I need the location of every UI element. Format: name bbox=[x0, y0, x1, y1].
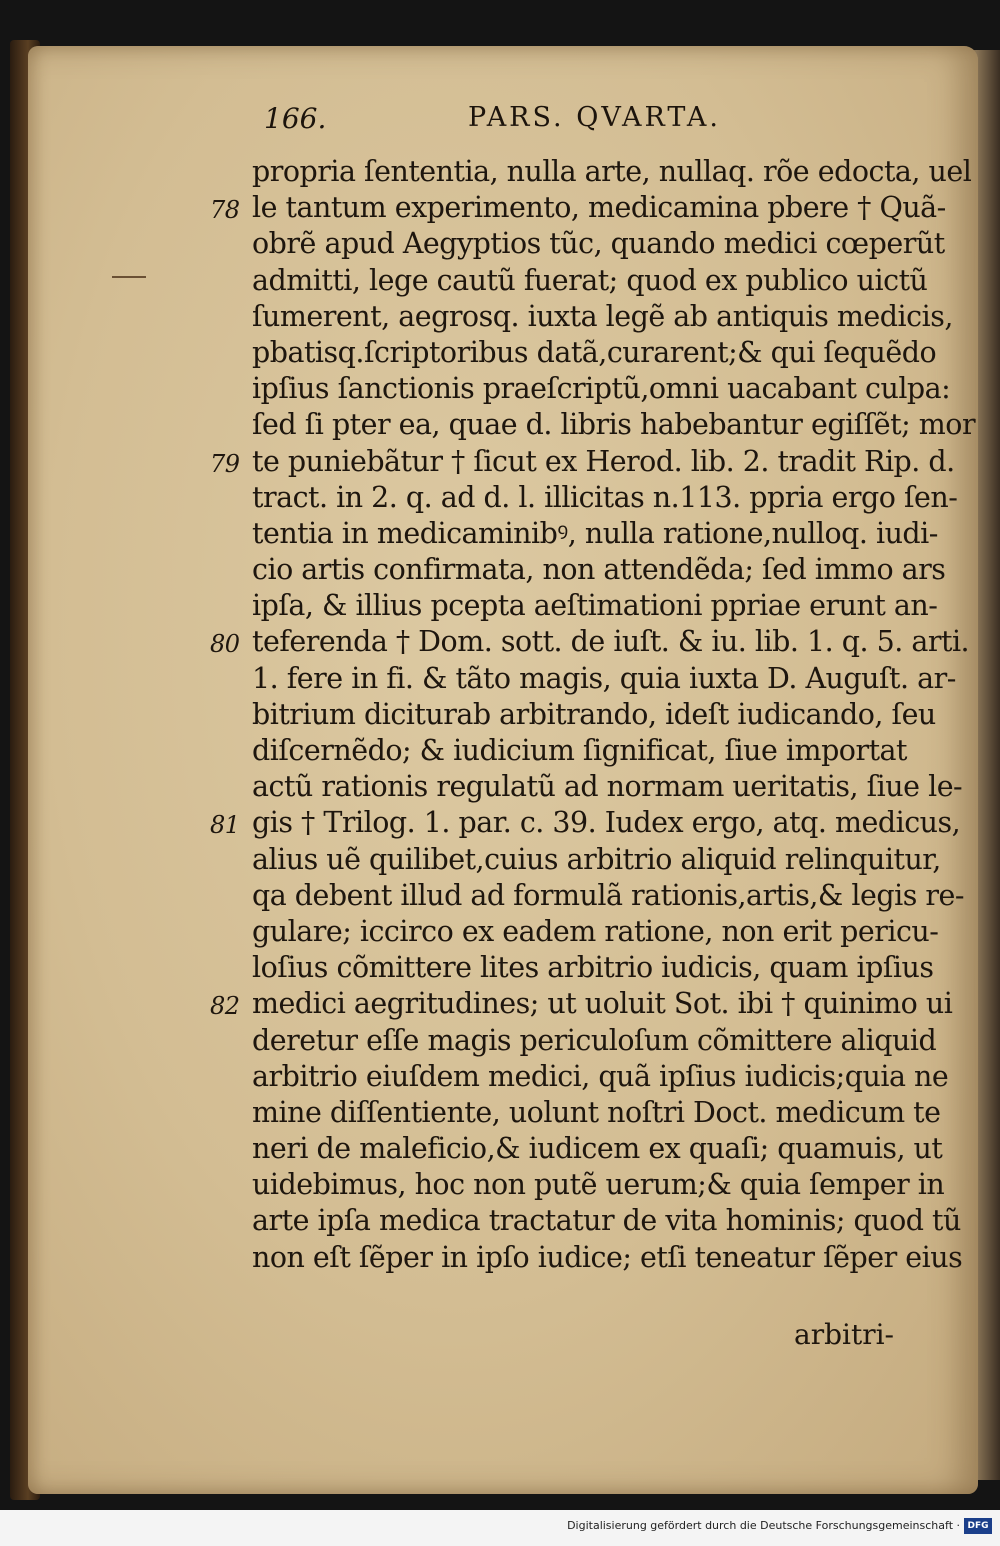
catchword: arbitri- bbox=[794, 1318, 895, 1351]
text-line bbox=[224, 407, 976, 443]
digitization-footer bbox=[0, 1510, 1000, 1546]
line-text: non eſt ſẽper in ipſo iudice; etſi teneatur ſẽper eius bbox=[252, 1240, 963, 1274]
book-page bbox=[28, 46, 978, 1494]
text-line bbox=[210, 986, 953, 1022]
line-text: gis † Trilog. 1. par. c. 39. Iudex ergo, atq. medicus, bbox=[252, 806, 961, 840]
line-text: actũ rationis regulatũ ad normam ueritatis, ſiue le- bbox=[252, 770, 963, 804]
text-line bbox=[224, 661, 956, 697]
text-line bbox=[224, 1023, 944, 1059]
text-line bbox=[224, 552, 944, 588]
dfg-logo: DFG bbox=[964, 1518, 992, 1534]
line-text: arbitrio eiuſdem medici, quã ipſius iudicis;quia ne bbox=[252, 1059, 949, 1093]
text-line bbox=[224, 878, 964, 914]
text-line bbox=[224, 480, 958, 516]
text-line bbox=[224, 154, 972, 190]
line-text: pbatisq.ſcriptoribus datã,curarent;& qui ſequẽdo bbox=[252, 335, 937, 369]
funding-credit: Digitalisierung gefördert durch die Deutsche Forschungsgemeinschaft · bbox=[567, 1519, 960, 1532]
text-line bbox=[224, 371, 951, 407]
text-line bbox=[224, 516, 944, 552]
line-text: loſius cõmittere lites arbitrio iudicis, quam ipſius bbox=[252, 951, 934, 985]
text-line bbox=[224, 950, 944, 986]
text-line bbox=[224, 769, 963, 805]
line-text: admitti, lege cautũ fuerat; quod ex publico uictũ bbox=[252, 263, 928, 297]
marginal-number: 78 bbox=[210, 196, 240, 225]
text-line bbox=[224, 1131, 944, 1167]
text-line bbox=[224, 1240, 963, 1276]
running-head bbox=[28, 102, 978, 142]
line-text: alius uẽ quilibet,cuius arbitrio aliquid relinquitur, bbox=[252, 842, 941, 876]
line-text: le tantum experimento, medicamina pbere † Quã- bbox=[252, 191, 946, 225]
text-line bbox=[224, 299, 953, 335]
text-line bbox=[224, 1167, 944, 1203]
text-line bbox=[224, 1059, 949, 1095]
text-line bbox=[224, 1203, 961, 1239]
line-text: ſumerent, aegrosq. iuxta legẽ ab antiquis medicis, bbox=[252, 299, 953, 333]
running-title: PARS. QVARTA. bbox=[468, 102, 721, 133]
text-line bbox=[210, 444, 955, 480]
text-line bbox=[224, 226, 944, 262]
line-text: uidebimus, hoc non putẽ uerum;& quia ſemper in bbox=[252, 1168, 945, 1202]
line-text: ipſius ſanctionis praeſcriptũ,omni uacabant culpa: bbox=[252, 372, 951, 406]
line-text: obrẽ apud Aegyptios tũc, quando medici cœperũt bbox=[252, 227, 945, 261]
line-text: gulare; iccirco ex eadem ratione, non erit pericu- bbox=[252, 914, 939, 948]
line-text: ſed ſi pter ea, quae d. libris habebantur egiſſẽt; mor bbox=[252, 408, 976, 442]
line-text: 1. fere in fi. & tãto magis, quia iuxta D. Auguſt. ar- bbox=[252, 661, 956, 695]
line-text: te puniebãtur † ſicut ex Herod. lib. 2. tradit Rip. d. bbox=[252, 444, 955, 478]
page-number: 166. bbox=[264, 102, 327, 135]
marginal-pen-mark bbox=[112, 276, 146, 278]
line-text: mine diſſentiente, uolunt noſtri Doct. medicum te bbox=[252, 1095, 941, 1129]
text-line bbox=[224, 697, 944, 733]
line-text: propria ſententia, nulla arte, nullaq. rõe edocta, uel bbox=[252, 155, 972, 188]
marginal-number: 82 bbox=[210, 992, 240, 1021]
line-text: neri de maleficio,& iudicem ex quaſi; quamuis, ut bbox=[252, 1132, 943, 1166]
text-line bbox=[210, 805, 961, 841]
text-line bbox=[224, 263, 944, 299]
line-text: medici aegritudines; ut uoluit Sot. ibi † quinimo ui bbox=[252, 987, 953, 1021]
marginal-number: 81 bbox=[210, 811, 240, 840]
text-line bbox=[224, 335, 944, 371]
line-text: deretur eſſe magis periculoſum cõmittere aliquid bbox=[252, 1023, 937, 1057]
line-text: tract. in 2. q. ad d. l. illicitas n.113. ppria ergo ſen- bbox=[252, 480, 958, 514]
marginal-number: 79 bbox=[210, 449, 240, 478]
text-line bbox=[210, 624, 970, 660]
line-text: qa debent illud ad formulã rationis,artis,& legis re- bbox=[252, 878, 964, 912]
body-text bbox=[210, 154, 976, 1276]
line-text: bitrium diciturab arbitrando, ideſt iudicando, ſeu bbox=[252, 697, 936, 731]
text-line bbox=[224, 842, 944, 878]
line-text: cio artis confirmata, non attendẽda; ſed immo ars bbox=[252, 553, 946, 587]
text-line bbox=[224, 733, 944, 769]
line-text: tentia in medicaminibꝰ, nulla ratione,nulloq. iudi- bbox=[252, 516, 938, 550]
line-text: diſcernẽdo; & iudicium ſignificat, ſiue importat bbox=[252, 734, 907, 767]
line-text: ipſa, & illius pcepta aeſtimationi ppriae erunt an- bbox=[252, 589, 938, 623]
marginal-number: 80 bbox=[210, 630, 240, 659]
line-text: teferenda † Dom. sott. de iuſt. & iu. lib. 1. q. 5. arti. bbox=[252, 625, 970, 659]
text-line bbox=[210, 190, 946, 226]
text-line bbox=[224, 914, 944, 950]
text-line bbox=[224, 1095, 944, 1131]
text-line bbox=[224, 588, 944, 624]
line-text: arte ipſa medica tractatur de vita hominis; quod tũ bbox=[252, 1204, 961, 1238]
